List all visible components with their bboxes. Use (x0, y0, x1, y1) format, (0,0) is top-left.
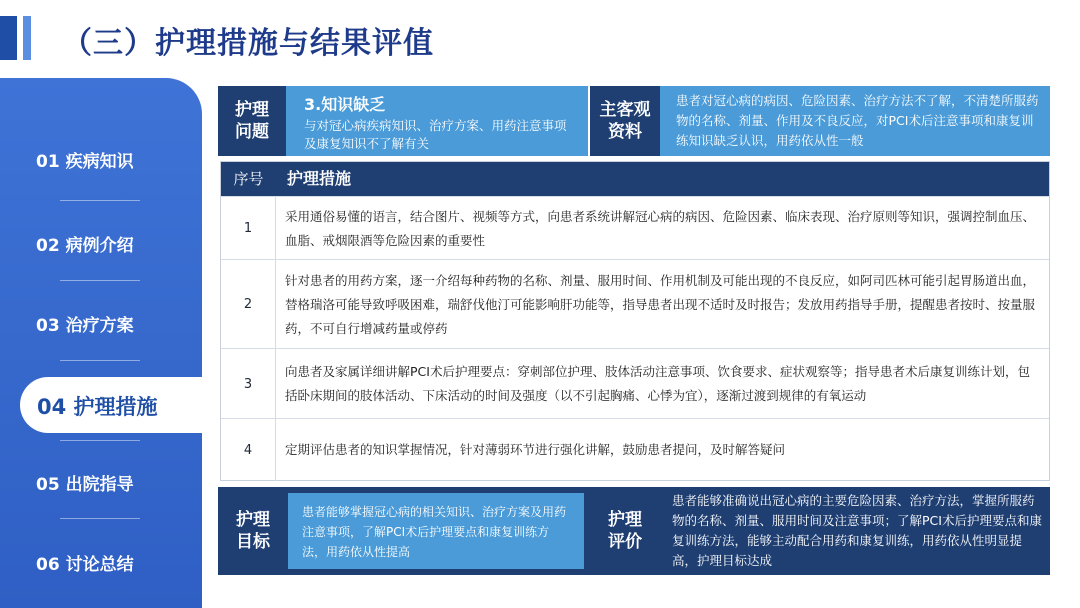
sidebar-item-active-label: 04 护理措施 (37, 395, 158, 419)
row-text: 定期评估患者的知识掌握情况，针对薄弱环节进行强化讲解，鼓励患者提问，及时解答疑问 (285, 442, 786, 457)
problem-title: 3.知识缺乏 (304, 95, 386, 114)
table-row (221, 348, 1049, 419)
table-header (221, 162, 1049, 196)
goal-label: 护理 目标 (236, 510, 270, 552)
row-num: 4 (221, 419, 276, 481)
sidebar-item-case-intro[interactable]: 02 病例介绍 (36, 236, 134, 256)
problem-box (286, 86, 588, 156)
subjective-data-text: 患者对冠心病的病因、危险因素、治疗方法不了解，不清楚所服药物的名称、剂量、作用及不良反应，对PCI术后注意事项和康复训练知识缺乏认识，用药依从性一般 (676, 93, 1039, 148)
row-text: 采用通俗易懂的语言，结合图片、视频等方式，向患者系统讲解冠心病的病因、危险因素、临床表现、治疗原则等知识，强调控制血压、血脂、戒烟限酒等危险因素的重要性 (285, 208, 1036, 248)
subjective-data-label: 主客观 资料 (590, 86, 660, 156)
sidebar-divider (60, 360, 140, 361)
sidebar-divider (60, 518, 140, 519)
outcome-band (218, 487, 1050, 575)
table-header-title: 护理措施 (287, 169, 352, 188)
row-num: 3 (221, 349, 276, 419)
row-num: 1 (221, 197, 276, 260)
sidebar-divider (60, 440, 140, 441)
sidebar-divider (60, 200, 140, 201)
table-row (221, 196, 1049, 260)
table-row (221, 259, 1049, 349)
title-accent-bar-light (23, 16, 31, 60)
evaluation-text: 患者能够准确说出冠心病的主要危险因素、治疗方法，掌握所服药物的名称、剂量、服用时间及注意事项；了解PCI术后护理要点和康复训练方法，能够主动配合用药和康复训练，用药依从性明显提高，护理目标达成 (672, 493, 1042, 568)
evaluation-label: 护理 评价 (608, 510, 642, 552)
table-header-num: 序号 (233, 170, 264, 188)
sidebar-item-discussion-summary[interactable]: 06 讨论总结 (36, 555, 134, 575)
title-accent-bar (0, 16, 17, 60)
sidebar-divider (60, 280, 140, 281)
row-num: 2 (221, 260, 276, 349)
sidebar-item-discharge-guide[interactable]: 05 出院指导 (36, 475, 134, 495)
sidebar-item-disease-knowledge[interactable]: 01 疾病知识 (36, 152, 134, 172)
table-row (221, 418, 1049, 481)
row-text: 向患者及家属详细讲解PCI术后护理要点：穿刺部位护理、肢体活动注意事项、饮食要求、症状观察等；指导患者术后康复训练计划，包括卧床期间的肢体活动、下床活动的时间及强度（以不引起胸痛、心悸为宜），逐渐过渡到规律的有氧运动 (285, 364, 1030, 403)
sidebar-item-nursing-measures[interactable] (20, 377, 202, 433)
row-text: 针对患者的用药方案，逐一介绍每种药物的名称、剂量、服用时间、作用机制及可能出现的不良反应，如阿司匹林可能引起胃肠道出血，替格瑞洛可能导致呼吸困难，瑞舒伐他汀可能影响肝功能等，指导患者出现不适时及时报告；发放用药指导手册，提醒患者按时、按量服药，不可自行增减药量或停药 (285, 272, 1036, 336)
sidebar (0, 78, 202, 608)
sidebar-item-treatment-plan[interactable]: 03 治疗方案 (36, 316, 134, 336)
nursing-measures-table (220, 161, 1050, 481)
page-title: （三）护理措施与结果评值 (62, 26, 434, 61)
problem-desc: 与对冠心病疾病知识、治疗方案、用药注意事项及康复知识不了解有关 (304, 118, 567, 151)
problem-label: 护理 问题 (218, 86, 286, 156)
subjective-data-box (660, 86, 1050, 156)
goal-text: 患者能够掌握冠心病的相关知识、治疗方案及用药注意事项，了解PCI术后护理要点和康复训练方法，用药依从性提高 (288, 493, 584, 569)
